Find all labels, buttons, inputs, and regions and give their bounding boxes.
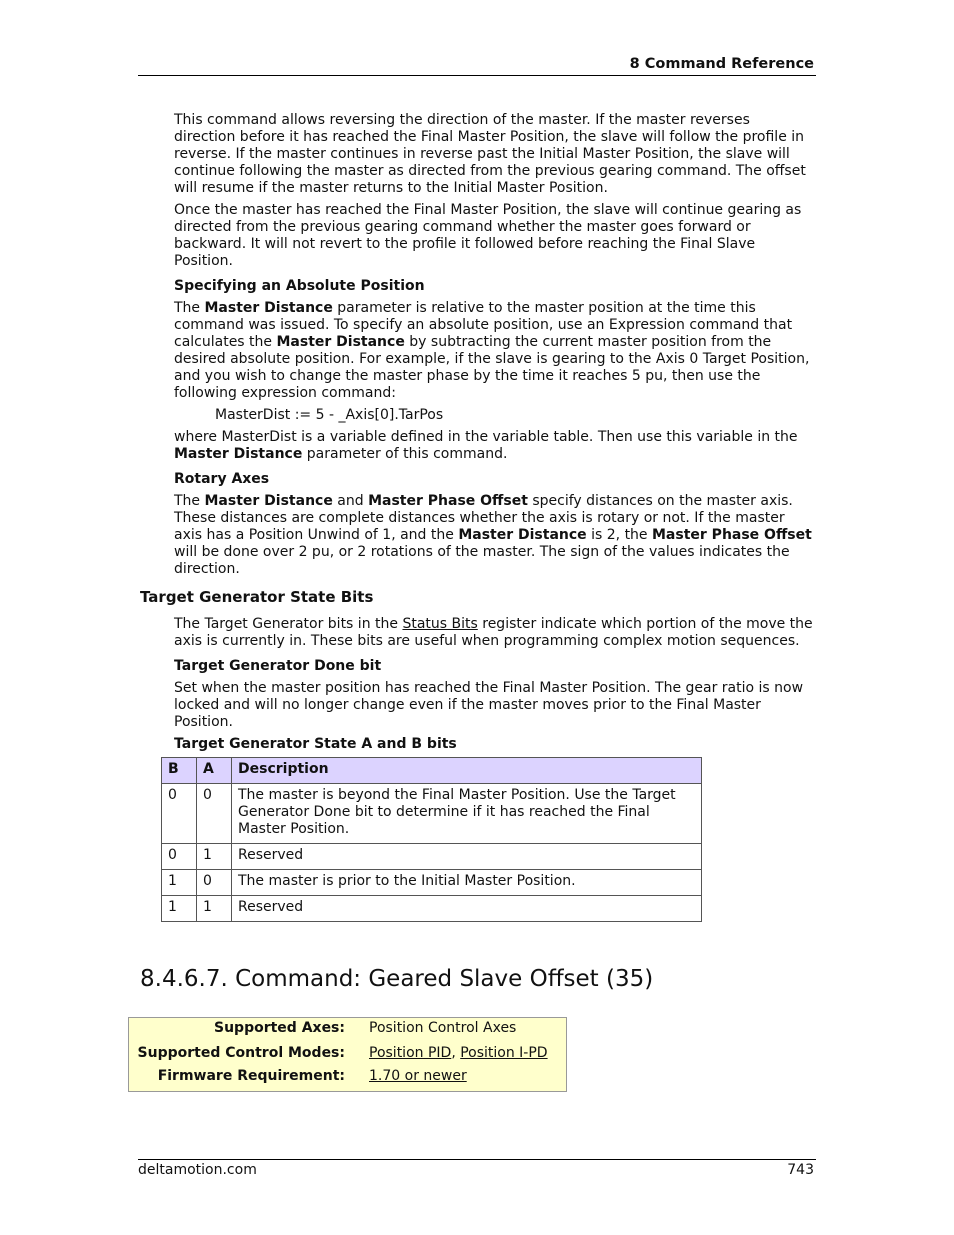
command-info-box [128, 1017, 567, 1092]
info-row-firmware [129, 1068, 566, 1088]
cell-description: The master is prior to the Initial Master Position. [232, 870, 702, 896]
cell-b: 0 [162, 784, 197, 844]
cell-a: 1 [197, 844, 232, 870]
supported-modes-label: Supported Control Modes: [137, 1045, 345, 1061]
column-header-a: A [197, 758, 232, 784]
table-row [162, 784, 702, 844]
subheading-rotary-axes: Rotary Axes [174, 471, 270, 487]
page-content [140, 112, 814, 922]
paragraph-absolute-position: The Master Distance parameter is relative to the master position at the time this command was issued. To specify an absolute position, use an Expression command that calculates the Master Distance by subtracting the current master position from the desired absolute position. For example, if the slave is gearing to the Axis 0 Target Position, and you wish to change the master phase by the time it reaches 5 pu, then use the following expression command: [174, 300, 810, 401]
paragraph-variable-note: where MasterDist is a variable defined in the variable table. Then use this variable in the Master Distance parameter of this command. [174, 429, 798, 462]
subheading-state-bits: Target Generator State A and B bits [174, 736, 457, 752]
cell-description: Reserved [232, 896, 702, 922]
header-rule [138, 75, 816, 76]
subheading-done-bit: Target Generator Done bit [174, 658, 382, 674]
paragraph-target-generator-intro: The Target Generator bits in the Status Bits register indicate which portion of the move the axis is currently in. These bits are useful when programming complex motion sequences. [174, 616, 813, 649]
cell-a: 0 [197, 784, 232, 844]
running-header: 8 Command Reference [629, 56, 814, 72]
position-ipd-link[interactable]: Position I-PD [460, 1045, 548, 1061]
paragraph-final-position: Once the master has reached the Final Master Position, the slave will continue gearing as directed from the previous gearing command whether the master goes forward or backward. It will not revert to the profile it followed before reaching the Final Slave Position. [174, 202, 802, 269]
table-row [162, 870, 702, 896]
firmware-link[interactable]: 1.70 or newer [369, 1068, 467, 1084]
cell-b: 1 [162, 896, 197, 922]
firmware-label: Firmware Requirement: [157, 1068, 345, 1084]
cell-description: The master is beyond the Final Master Position. Use the Target Generator Done bit to determine if it has reached the Final Master Position. [232, 784, 702, 844]
section-heading-target-generator: Target Generator State Bits [140, 588, 374, 606]
subheading-absolute-position: Specifying an Absolute Position [174, 278, 425, 294]
footer-site: deltamotion.com [138, 1162, 257, 1178]
info-row-modes [129, 1045, 566, 1065]
table-header-row [162, 758, 702, 784]
paragraph-rotary-axes: The Master Distance and Master Phase Offset specify distances on the master axis. These distances are complete distances whether the axis is rotary or not. If the master axis has a Position Unwind of 1, and the Master Distance is 2, the Master Phase Offset will be done over 2 pu, or 2 rotations of the master. The sign of the values indicates the direction. [174, 493, 812, 577]
expression-example: MasterDist := 5 - _Axis[0].TarPos [215, 407, 444, 423]
cell-a: 1 [197, 896, 232, 922]
supported-axes-label: Supported Axes: [214, 1020, 345, 1036]
page-number: 743 [787, 1162, 814, 1178]
cell-b: 0 [162, 844, 197, 870]
supported-modes-value: Position PID, Position I-PD [369, 1045, 548, 1061]
cell-b: 1 [162, 870, 197, 896]
table-row [162, 844, 702, 870]
firmware-value [369, 1068, 467, 1084]
status-bits-link[interactable]: Status Bits [402, 616, 478, 632]
command-heading: 8.4.6.7. Command: Geared Slave Offset (35) [140, 966, 654, 992]
cell-a: 0 [197, 870, 232, 896]
column-header-b: B [162, 758, 197, 784]
state-bits-table [161, 757, 702, 922]
info-row-axes [129, 1020, 566, 1040]
footer-rule [138, 1159, 816, 1160]
paragraph-reversing: This command allows reversing the direction of the master. If the master reverses direction before it has reached the Final Master Position, the slave will follow the profile in reverse. If the master continues in reverse past the Initial Master Position, the slave will continue following the master as directed from the previous gearing command. The offset will resume if the master returns to the Initial Master Position. [174, 112, 806, 196]
supported-axes-value: Position Control Axes [369, 1020, 517, 1036]
table-row [162, 896, 702, 922]
cell-description: Reserved [232, 844, 702, 870]
paragraph-done-bit: Set when the master position has reached the Final Master Position. The gear ratio is now locked and will no longer change even if the master moves prior to the Final Master Position. [174, 680, 804, 730]
column-header-description: Description [232, 758, 702, 784]
position-pid-link[interactable]: Position PID [369, 1045, 452, 1061]
